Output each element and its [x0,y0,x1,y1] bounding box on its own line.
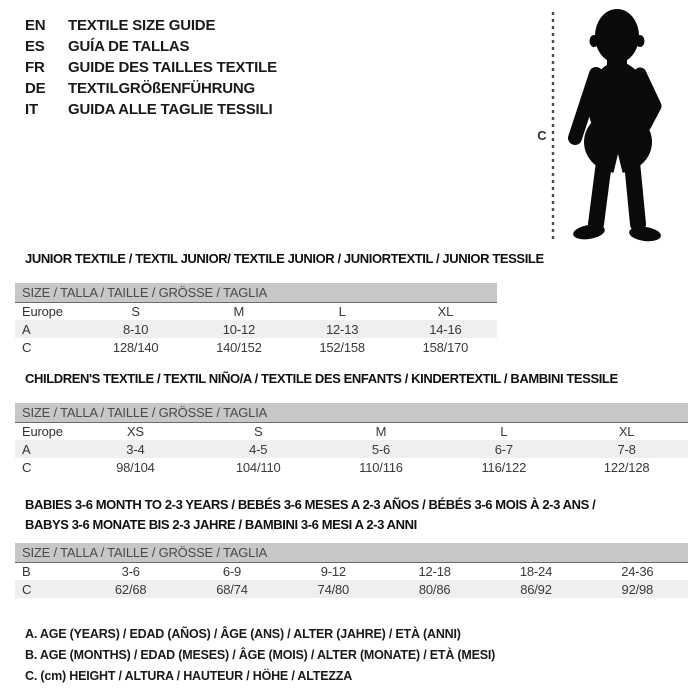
table-cell: L [500,423,508,439]
size-header-band: SIZE / TALLA / TAILLE / GRÖSSE / TAGLIA [15,403,688,422]
size-header-band: SIZE / TALLA / TAILLE / GRÖSSE / TAGLIA [15,543,688,562]
language-row [25,78,277,99]
table-cell: 122/128 [603,459,650,475]
table-cell: 3-6 [121,563,140,579]
row-label: C [22,339,32,355]
table-cell: 24-36 [621,563,654,579]
table-cell: S [131,303,140,319]
table-cell: 74/80 [283,580,384,598]
size-table-grid [15,283,497,356]
table-cell: 8-10 [84,320,187,338]
table-row [15,302,497,320]
row-label: Europe [22,423,63,439]
language-row [25,36,277,57]
table-cell: 98/104 [116,459,155,475]
table-cell: 3-4 [74,440,197,458]
table-cell: 6-9 [222,563,242,579]
language-title: GUÍA DE TALLAS [68,38,190,55]
footnote-c: C. (cm) HEIGHT / ALTURA / HAUTEUR / HÖHE / ALTEZZA [25,669,353,683]
table-cell: 6-7 [442,440,565,458]
table-cell: L [338,303,346,319]
section-title-babies-line1: BABIES 3-6 MONTH TO 2-3 YEARS / BEBÉS 3-6 MESES A 2-3 AÑOS / BÉBÉS 3-6 MOIS À 2-3 ANS / [25,497,596,512]
table-row [15,458,688,476]
size-table-grid [15,543,688,598]
table-cell: XL [437,303,454,319]
table-cell: 152/158 [319,339,365,355]
language-title: GUIDA ALLE TAGLIE TESSILI [68,101,273,118]
language-row [25,15,277,36]
footnote-a: A. AGE (YEARS) / EDAD (AÑOS) / ÂGE (ANS) / ALTER (JAHRE) / ETÀ (ANNI) [25,627,461,641]
row-label: A [15,440,74,458]
footnote-b: B. AGE (MONTHS) / EDAD (MESES) / ÂGE (MOIS) / ALTER (MONATE) / ETÀ (MESI) [25,648,496,662]
footnotes [25,624,495,687]
size-header-band: SIZE / TALLA / TAILLE / GRÖSSE / TAGLIA [15,283,497,302]
table-row [15,562,688,580]
table-cell: 86/92 [485,580,586,598]
table-cell: 128/140 [112,339,159,355]
language-title: TEXTILGRÖßENFÜHRUNG [68,80,256,97]
size-table-grid [15,403,688,476]
row-label: Europe [22,303,63,319]
table-cell: 12-13 [291,320,394,338]
language-title: TEXTILE SIZE GUIDE [68,17,216,34]
table-cell: 140/152 [216,339,262,355]
table-cell: 80/86 [384,580,485,598]
table-cell: 5-6 [320,440,443,458]
table-cell: 12-18 [418,563,451,579]
table-cell: 68/74 [181,580,282,598]
table-cell: M [233,303,245,319]
table-cell: 9-12 [320,563,346,579]
table-row [15,440,688,458]
baby-figure-svg [518,4,693,249]
section-title-babies-line2: BABYS 3-6 MONATE BIS 2-3 JAHRE / BAMBINI 3-6 MESI A 2-3 ANNI [25,517,417,532]
table-cell: 7-8 [565,440,688,458]
table-cell: XS [126,423,144,439]
language-code: ES [25,38,45,55]
table-cell: M [375,423,387,439]
table-cell: 110/116 [359,459,403,475]
language-code: DE [25,80,46,97]
language-code: EN [25,17,46,34]
section-title-children: CHILDREN'S TEXTILE / TEXTIL NIÑO/A / TEXTILE DES ENFANTS / KINDERTEXTIL / BAMBINI TESSILE [25,371,618,386]
table-row [15,422,688,440]
table-cell: 92/98 [587,580,688,598]
height-measure-label: C [537,128,547,143]
table-row [15,580,688,598]
language-code: FR [25,59,45,76]
table-row [15,338,497,356]
table-cell: 104/110 [235,459,281,475]
junior-size-table [15,283,497,356]
section-title-junior: JUNIOR TEXTILE / TEXTIL JUNIOR/ TEXTILE JUNIOR / JUNIORTEXTIL / JUNIOR TESSILE [25,251,544,266]
baby-toddler-silhouette-icon [572,9,662,243]
table-cell: 10-12 [187,320,290,338]
baby-figure [518,4,693,249]
row-label: B [22,563,31,579]
table-cell: 158/170 [422,339,469,355]
language-row [25,57,277,78]
table-cell: XL [618,423,635,439]
table-cell: S [253,423,263,439]
children-size-table [15,403,688,476]
babies-size-table [15,543,688,598]
table-cell: 18-24 [519,563,553,579]
language-row [25,99,277,120]
table-cell: 4-5 [197,440,320,458]
table-row [15,320,497,338]
table-cell: 14-16 [394,320,497,338]
table-cell: 116/122 [481,459,527,475]
language-title: GUIDE DES TAILLES TEXTILE [68,59,277,76]
row-label: C [22,459,32,475]
row-label: C [15,580,80,598]
language-title-list [25,15,277,120]
row-label: A [15,320,84,338]
table-cell: 62/68 [80,580,181,598]
language-code: IT [25,101,38,118]
